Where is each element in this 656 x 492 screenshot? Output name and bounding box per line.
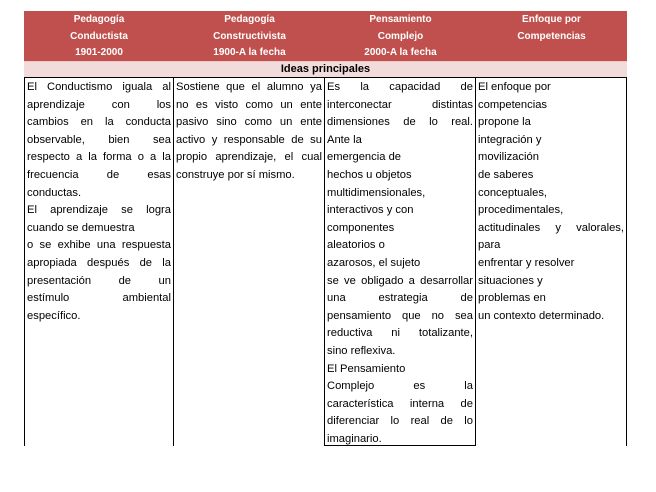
header-line: 2000-A la fecha bbox=[364, 47, 437, 58]
cell-text-line: un contexto determinado. bbox=[478, 309, 605, 322]
header-line: Pedagogía bbox=[224, 14, 275, 25]
cell-text-line: cuando se demuestra bbox=[27, 221, 135, 234]
cell-text-line: presentación de un bbox=[27, 274, 171, 287]
header-line: Pedagogía bbox=[73, 14, 125, 25]
cell-text-line: frecuencia de esas bbox=[27, 168, 171, 181]
header-line: Pensamiento bbox=[369, 14, 432, 25]
cell-text-line: respecto a la forma o a la bbox=[27, 151, 171, 164]
cell-text-line: multidimensionales, bbox=[327, 186, 426, 199]
header-line: 1901-2000 bbox=[75, 47, 123, 58]
cell-text-line: estímulo ambiental bbox=[27, 292, 171, 305]
header-line: Conductista bbox=[70, 30, 128, 42]
cell-text-line: activo y responsable de su bbox=[176, 133, 322, 146]
comparison-table bbox=[24, 11, 627, 446]
cell-text-line: para bbox=[478, 239, 501, 252]
cell-text-line: azarosos, el sujeto bbox=[327, 256, 421, 269]
cell-text-line: Es la capacidad de bbox=[327, 81, 473, 93]
cell-text-line: actitudinales y valorales, bbox=[478, 221, 624, 234]
header-line: Competencias bbox=[517, 30, 586, 42]
column-constructivista bbox=[174, 78, 325, 446]
cell-text-line: El Conductismo iguala al bbox=[27, 81, 171, 93]
cell-text-line: El enfoque por bbox=[478, 81, 551, 93]
cell-text-line: interconectar distintas bbox=[327, 98, 473, 111]
cell-text-line: dimensiones de lo real. bbox=[327, 116, 473, 129]
cell-text-line: emergencia de bbox=[327, 151, 402, 164]
table-body-row bbox=[24, 78, 627, 446]
cell-text-line: de saberes bbox=[478, 168, 534, 181]
cell-text-line: procedimentales, bbox=[478, 204, 564, 217]
header-line: Complejo bbox=[377, 30, 424, 42]
cell-text-line: Complejo es la bbox=[327, 380, 473, 393]
cell-text-line: propone la bbox=[478, 116, 531, 129]
header-cell bbox=[174, 11, 325, 61]
cell-text-line: conductas. bbox=[27, 186, 82, 199]
cell-text-line: apropiada después de la bbox=[27, 256, 171, 269]
cell-text-line: enfrentar y resolver bbox=[478, 256, 575, 269]
header-cell bbox=[24, 11, 174, 61]
cell-text-line: integración y bbox=[478, 133, 542, 146]
cell-text-line: sino reflexiva. bbox=[327, 344, 396, 357]
cell-text-line: o se exhibe una respuesta bbox=[27, 239, 171, 252]
header-line: Constructivista bbox=[213, 30, 286, 42]
cell-text-line: no es visto como un ente bbox=[176, 98, 322, 111]
cell-text-line: cambios en la conducta bbox=[27, 116, 171, 129]
cell-text-line: Sostiene que el alumno ya bbox=[176, 81, 322, 93]
section-title: Ideas principales bbox=[24, 61, 627, 78]
cell-text-line: componentes bbox=[327, 221, 395, 234]
header-line: 1900-A la fecha bbox=[213, 47, 286, 58]
cell-text-line: problemas en bbox=[478, 292, 546, 305]
cell-text-line: conceptuales, bbox=[478, 186, 548, 199]
cell-text-line: reductiva ni totalizante, bbox=[327, 327, 473, 340]
cell-text-line: competencias bbox=[478, 98, 548, 111]
column-conductista bbox=[24, 78, 174, 446]
table-header-row bbox=[24, 11, 627, 61]
cell-text-line: observable, bien sea bbox=[27, 133, 171, 146]
header-line: Enfoque por bbox=[522, 14, 581, 25]
cell-text-line: característica interna de bbox=[327, 397, 473, 410]
cell-text-line: El aprendizaje se logra bbox=[27, 204, 171, 217]
cell-text-line: El Pensamiento bbox=[327, 362, 406, 375]
cell-text-line: pasivo sino como un ente bbox=[176, 116, 322, 129]
header-cell bbox=[476, 11, 627, 61]
cell-text-line: se ve obligado a desarrollar bbox=[327, 274, 473, 287]
cell-text-line: propio aprendizaje, el cual bbox=[176, 151, 322, 164]
cell-text-line: hechos u objetos bbox=[327, 168, 412, 181]
cell-text-line: diferenciar lo real de lo bbox=[327, 415, 473, 428]
cell-text-line: construye por sí mismo. bbox=[176, 168, 295, 181]
cell-text-line: situaciones y bbox=[478, 274, 543, 287]
cell-text-line: aprendizaje con los bbox=[27, 98, 171, 111]
cell-text-line: pensamiento que no sea bbox=[327, 309, 473, 322]
cell-text-line: aleatorios o bbox=[327, 239, 385, 252]
cell-text-line: movilización bbox=[478, 151, 539, 164]
cell-text-line: Ante la bbox=[327, 133, 362, 146]
cell-text-line: una estrategia de bbox=[327, 292, 473, 305]
header-cell bbox=[325, 11, 476, 61]
cell-text-line: específico. bbox=[27, 309, 81, 322]
cell-text-line: imaginario. bbox=[327, 432, 382, 445]
column-pensamiento-complejo bbox=[325, 78, 476, 446]
cell-text-line: interactivos y con bbox=[327, 204, 414, 217]
column-competencias bbox=[476, 78, 627, 446]
